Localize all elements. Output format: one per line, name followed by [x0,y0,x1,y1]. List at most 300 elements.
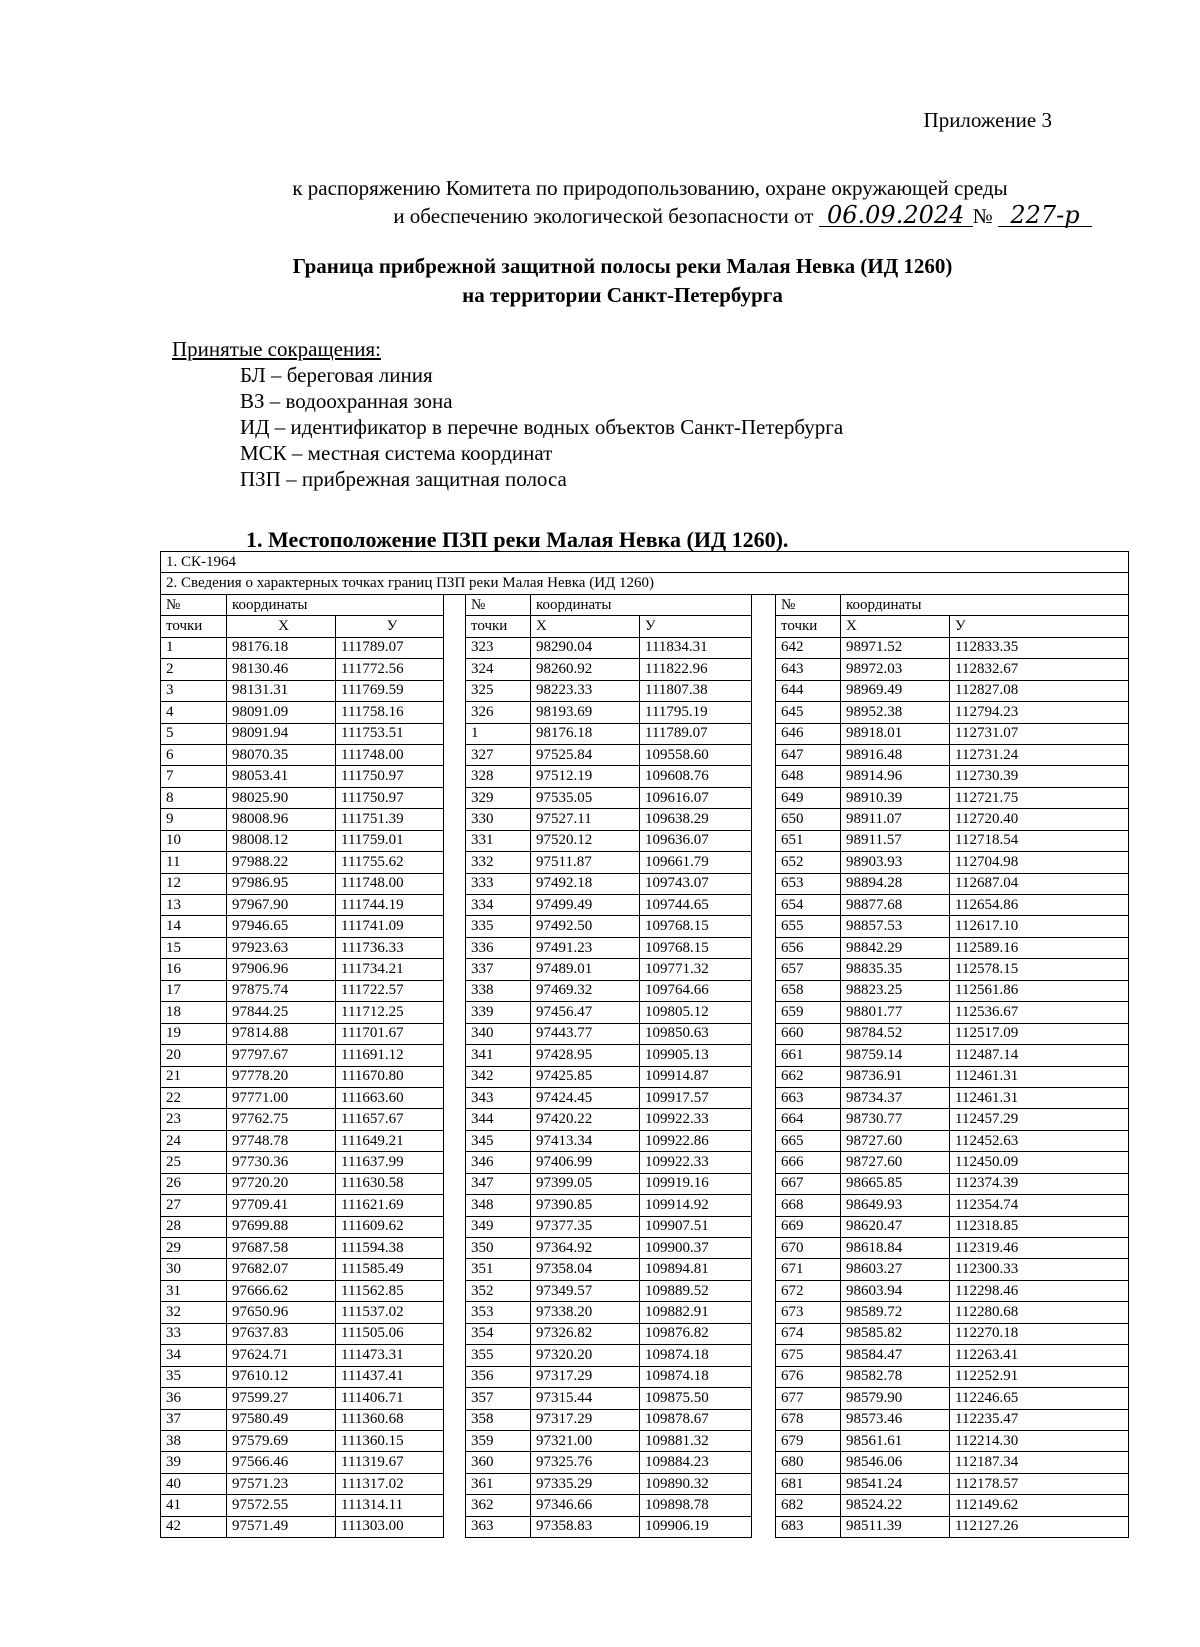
point-number: 323 [466,637,531,658]
coord-x: 97317.29 [531,1409,640,1430]
point-number: 23 [161,1109,227,1130]
coord-x: 97875.74 [227,980,336,1001]
column-spacer [444,637,466,658]
column-spacer [752,1430,776,1451]
column-spacer [752,1473,776,1494]
point-number: 25 [161,1152,227,1173]
point-number: 654 [776,895,841,916]
column-spacer [752,959,776,980]
order-reference-line2 [393,201,1092,229]
point-number: 347 [466,1173,531,1194]
coord-y: 112246.65 [950,1388,1129,1409]
coord-y: 112298.46 [950,1280,1129,1301]
coord-x: 97413.34 [531,1130,640,1151]
order-number-label: № [972,204,993,228]
coord-x: 97610.12 [227,1366,336,1387]
point-number: 16 [161,959,227,980]
point-number: 670 [776,1238,841,1259]
coord-x: 98579.90 [841,1388,950,1409]
coord-x: 98584.47 [841,1345,950,1366]
table-row [161,1366,1129,1387]
point-number: 664 [776,1109,841,1130]
column-spacer [444,1259,466,1280]
column-spacer [444,1195,466,1216]
coord-x: 97923.63 [227,937,336,958]
coord-y: 112578.15 [950,959,1129,980]
column-spacer [444,830,466,851]
coord-x: 97425.85 [531,1066,640,1087]
point-number: 662 [776,1066,841,1087]
column-spacer [752,1066,776,1087]
order-reference-line1: к распоряжению Комитета по природопользованию, охране окружающей среды [292,176,1008,200]
point-number: 667 [776,1173,841,1194]
order-reference-prefix: и обеспечению экологической безопасности от [393,204,814,228]
table-row [161,1452,1129,1473]
coord-x: 97399.05 [531,1173,640,1194]
table-row [161,916,1129,937]
coord-y: 112280.68 [950,1302,1129,1323]
coord-y: 111736.33 [336,937,444,958]
point-number: 643 [776,659,841,680]
coord-x: 98130.46 [227,659,336,680]
coord-y: 109661.79 [640,852,752,873]
coord-x: 97682.07 [227,1259,336,1280]
coord-x: 97687.58 [227,1238,336,1259]
coord-y: 111303.00 [336,1516,444,1537]
column-spacer [444,1388,466,1409]
coord-x: 98582.78 [841,1366,950,1387]
coord-y: 111750.97 [336,787,444,808]
point-number: 661 [776,1045,841,1066]
table-row [161,809,1129,830]
column-spacer [444,594,466,637]
point-number: 649 [776,787,841,808]
table-row [161,1002,1129,1023]
coord-x: 98561.61 [841,1430,950,1451]
coord-x: 97946.65 [227,916,336,937]
coord-x: 98176.18 [227,637,336,658]
coord-y: 112457.29 [950,1109,1129,1130]
column-spacer [752,1152,776,1173]
coord-x: 98903.93 [841,852,950,873]
header-y: У [640,616,752,637]
coord-y: 112730.39 [950,766,1129,787]
coord-x: 97720.20 [227,1173,336,1194]
point-number: 341 [466,1045,531,1066]
column-spacer [752,723,776,744]
coord-y: 111758.16 [336,702,444,723]
coord-y: 111772.56 [336,659,444,680]
coordinates-table [160,551,1129,1538]
coord-y: 111755.62 [336,852,444,873]
point-number: 361 [466,1473,531,1494]
point-number: 674 [776,1323,841,1344]
point-number: 340 [466,1023,531,1044]
coord-y: 109914.92 [640,1195,752,1216]
table-row [161,959,1129,980]
column-spacer [444,723,466,744]
abbreviations-heading: Принятые сокращения: [172,337,381,361]
point-number: 329 [466,787,531,808]
point-number: 673 [776,1302,841,1323]
coord-y: 109917.57 [640,1087,752,1108]
abbreviation-item: ВЗ – водоохранная зона [240,389,453,413]
table-row [161,1087,1129,1108]
point-number: 677 [776,1388,841,1409]
coord-x: 97338.20 [531,1302,640,1323]
point-number: 659 [776,1002,841,1023]
point-number: 671 [776,1259,841,1280]
coord-x: 97666.62 [227,1280,336,1301]
coord-y: 111807.38 [640,680,752,701]
coord-y: 112833.35 [950,637,1129,658]
point-number: 658 [776,980,841,1001]
point-number: 15 [161,937,227,958]
coord-x: 97967.90 [227,895,336,916]
point-number: 336 [466,937,531,958]
coord-x: 97377.35 [531,1216,640,1237]
point-number: 9 [161,809,227,830]
table-row [161,1173,1129,1194]
coord-y: 109805.12 [640,1002,752,1023]
point-number: 660 [776,1023,841,1044]
coord-y: 111505.06 [336,1323,444,1344]
coord-x: 97428.95 [531,1045,640,1066]
coord-x: 97456.47 [531,1002,640,1023]
point-number: 5 [161,723,227,744]
coord-y: 109764.66 [640,980,752,1001]
table-row [161,1152,1129,1173]
coord-y: 111319.67 [336,1452,444,1473]
coord-x: 97579.69 [227,1430,336,1451]
coord-y: 111537.02 [336,1302,444,1323]
coordinates-table-container [160,551,1128,1538]
point-number: 657 [776,959,841,980]
column-spacer [444,1366,466,1387]
coord-y: 111712.25 [336,1002,444,1023]
point-number: 665 [776,1130,841,1151]
coord-x: 97321.00 [531,1430,640,1451]
table-row [161,873,1129,894]
point-number: 683 [776,1516,841,1537]
coord-y: 109768.15 [640,937,752,958]
point-number: 352 [466,1280,531,1301]
coord-x: 97988.22 [227,852,336,873]
title-line2: на территории Санкт-Петербурга [462,283,783,307]
coord-y: 109874.18 [640,1366,752,1387]
coord-x: 98727.60 [841,1152,950,1173]
header-x: Х [227,616,336,637]
point-number: 31 [161,1280,227,1301]
coord-x: 98734.37 [841,1087,950,1108]
coord-x: 97730.36 [227,1152,336,1173]
table-row [161,723,1129,744]
table-row [161,895,1129,916]
column-spacer [444,959,466,980]
coord-y: 111741.09 [336,916,444,937]
coord-x: 98971.52 [841,637,950,658]
coord-y: 111360.15 [336,1430,444,1451]
coord-y: 111748.00 [336,744,444,765]
column-spacer [752,766,776,787]
column-spacer [444,1280,466,1301]
column-spacer [752,1280,776,1301]
coord-x: 97492.50 [531,916,640,937]
column-spacer [752,980,776,1001]
point-number: 362 [466,1495,531,1516]
coord-x: 97797.67 [227,1045,336,1066]
point-number: 349 [466,1216,531,1237]
coord-y: 109905.13 [640,1045,752,1066]
point-number: 6 [161,744,227,765]
table-row [161,787,1129,808]
coord-y: 112187.34 [950,1452,1129,1473]
coord-y: 112561.86 [950,980,1129,1001]
table-row [161,1495,1129,1516]
coord-y: 109768.15 [640,916,752,937]
point-number: 351 [466,1259,531,1280]
point-number: 676 [776,1366,841,1387]
coord-x: 98916.48 [841,744,950,765]
coord-x: 98603.94 [841,1280,950,1301]
coordinates-table-body [161,637,1129,1537]
coord-y: 109889.52 [640,1280,752,1301]
point-number: 680 [776,1452,841,1473]
coord-y: 109922.86 [640,1130,752,1151]
column-spacer [752,1216,776,1237]
table-row [161,937,1129,958]
column-spacer [752,916,776,937]
column-spacer [752,1388,776,1409]
point-number: 40 [161,1473,227,1494]
table-row [161,1023,1129,1044]
table-row [161,1259,1129,1280]
point-number: 655 [776,916,841,937]
coord-x: 97844.25 [227,1002,336,1023]
coord-y: 109894.81 [640,1259,752,1280]
coord-y: 112731.24 [950,744,1129,765]
abbreviation-item: ПЗП – прибрежная защитная полоса [240,467,567,491]
appendix-label: Приложение 3 [923,108,1052,132]
point-number: 28 [161,1216,227,1237]
point-number: 38 [161,1430,227,1451]
coord-y: 109898.78 [640,1495,752,1516]
point-number: 679 [776,1430,841,1451]
coord-y: 111621.69 [336,1195,444,1216]
coord-x: 97358.04 [531,1259,640,1280]
column-spacer [752,787,776,808]
point-number: 13 [161,895,227,916]
coord-y: 109882.91 [640,1302,752,1323]
point-number: 345 [466,1130,531,1151]
column-spacer [444,980,466,1001]
coord-y: 109616.07 [640,787,752,808]
column-spacer [752,1109,776,1130]
point-number: 647 [776,744,841,765]
point-number: 682 [776,1495,841,1516]
coord-x: 98823.25 [841,980,950,1001]
coord-y: 112827.08 [950,680,1129,701]
column-spacer [752,937,776,958]
coord-y: 112718.54 [950,830,1129,851]
point-number: 666 [776,1152,841,1173]
point-number: 668 [776,1195,841,1216]
coord-y: 109919.16 [640,1173,752,1194]
coord-y: 112178.57 [950,1473,1129,1494]
coord-x: 97491.23 [531,937,640,958]
coord-y: 111759.01 [336,830,444,851]
coord-y: 109771.32 [640,959,752,980]
column-spacer [752,1023,776,1044]
coord-x: 98008.12 [227,830,336,851]
table-row [161,659,1129,680]
coord-x: 97390.85 [531,1195,640,1216]
section-heading: 1. Местоположение ПЗП реки Малая Невка (ИД 1260). [246,527,789,552]
coord-x: 98972.03 [841,659,950,680]
coord-x: 97624.71 [227,1345,336,1366]
coord-x: 97499.49 [531,895,640,916]
coord-y: 112270.18 [950,1323,1129,1344]
column-spacer [752,659,776,680]
coord-x: 97406.99 [531,1152,640,1173]
coord-x: 98649.93 [841,1195,950,1216]
coord-x: 98894.28 [841,873,950,894]
point-number: 672 [776,1280,841,1301]
point-number: 19 [161,1023,227,1044]
coord-y: 112452.63 [950,1130,1129,1151]
coord-x: 98759.14 [841,1045,950,1066]
point-number: 36 [161,1388,227,1409]
coord-y: 111751.39 [336,809,444,830]
coord-y: 109878.67 [640,1409,752,1430]
column-spacer [752,1087,776,1108]
column-spacer [444,766,466,787]
point-number: 26 [161,1173,227,1194]
coord-x: 97358.83 [531,1516,640,1537]
coord-x: 97512.19 [531,766,640,787]
coord-y: 109636.07 [640,830,752,851]
coord-x: 97364.92 [531,1238,640,1259]
header-x: Х [531,616,640,637]
abbreviation-item: МСК – местная система координат [240,441,553,465]
point-number: 337 [466,959,531,980]
table-row [161,1302,1129,1323]
coord-x: 98589.72 [841,1302,950,1323]
table-row [161,980,1129,1001]
coord-x: 97637.83 [227,1323,336,1344]
point-number: 650 [776,809,841,830]
coord-y: 109907.51 [640,1216,752,1237]
coord-y: 111734.21 [336,959,444,980]
coord-y: 109850.63 [640,1023,752,1044]
coord-x: 97580.49 [227,1409,336,1430]
header-no: № [466,594,531,615]
coord-y: 112720.40 [950,809,1129,830]
coord-x: 97492.18 [531,873,640,894]
column-spacer [444,1002,466,1023]
column-spacer [444,1045,466,1066]
column-spacer [752,594,776,637]
coord-y: 112704.98 [950,852,1129,873]
point-number: 37 [161,1409,227,1430]
coord-y: 111750.97 [336,766,444,787]
point-number: 651 [776,830,841,851]
column-spacer [752,1516,776,1537]
coord-y: 111360.68 [336,1409,444,1430]
column-spacer [444,1409,466,1430]
column-spacer [752,1238,776,1259]
coord-y: 111722.57 [336,980,444,1001]
coord-x: 98730.77 [841,1109,950,1130]
point-number: 338 [466,980,531,1001]
point-number: 354 [466,1323,531,1344]
column-spacer [752,1130,776,1151]
column-spacer [444,1516,466,1537]
coord-y: 111663.60 [336,1087,444,1108]
table-row [161,1323,1129,1344]
coord-x: 98008.96 [227,809,336,830]
point-number: 359 [466,1430,531,1451]
coord-x: 98911.57 [841,830,950,851]
column-spacer [444,1430,466,1451]
point-number: 324 [466,659,531,680]
coord-y: 111637.99 [336,1152,444,1173]
table-row [161,1409,1129,1430]
coord-y: 112263.41 [950,1345,1129,1366]
coord-y: 109875.50 [640,1388,752,1409]
point-number: 22 [161,1087,227,1108]
column-spacer [444,702,466,723]
coord-x: 98918.01 [841,723,950,744]
coord-y: 112832.67 [950,659,1129,680]
coord-x: 97525.84 [531,744,640,765]
point-number: 360 [466,1452,531,1473]
point-number: 350 [466,1238,531,1259]
header-point: точки [161,616,227,637]
coord-x: 98223.33 [531,680,640,701]
coord-y: 112300.33 [950,1259,1129,1280]
coord-x: 98952.38 [841,702,950,723]
coord-x: 98290.04 [531,637,640,658]
coord-y: 112354.74 [950,1195,1129,1216]
coord-y: 109744.65 [640,895,752,916]
coord-x: 98524.22 [841,1495,950,1516]
coord-x: 98877.68 [841,895,950,916]
coord-x: 97325.76 [531,1452,640,1473]
point-number: 29 [161,1238,227,1259]
coord-x: 97315.44 [531,1388,640,1409]
abbreviation-item: ИД – идентификатор в перечне водных объектов Санкт-Петербурга [240,415,844,439]
coord-y: 111822.96 [640,659,752,680]
point-number: 21 [161,1066,227,1087]
coord-x: 97346.66 [531,1495,640,1516]
coord-x: 97571.49 [227,1516,336,1537]
column-spacer [444,1473,466,1494]
point-number: 678 [776,1409,841,1430]
coord-y: 111789.07 [336,637,444,658]
coord-x: 98603.27 [841,1259,950,1280]
column-spacer [444,1087,466,1108]
point-number: 10 [161,830,227,851]
point-number: 12 [161,873,227,894]
column-spacer [444,680,466,701]
coord-y: 112687.04 [950,873,1129,894]
coord-y: 112517.09 [950,1023,1129,1044]
point-number: 1 [161,637,227,658]
point-number: 7 [161,766,227,787]
point-number: 4 [161,702,227,723]
coord-x: 97317.29 [531,1366,640,1387]
